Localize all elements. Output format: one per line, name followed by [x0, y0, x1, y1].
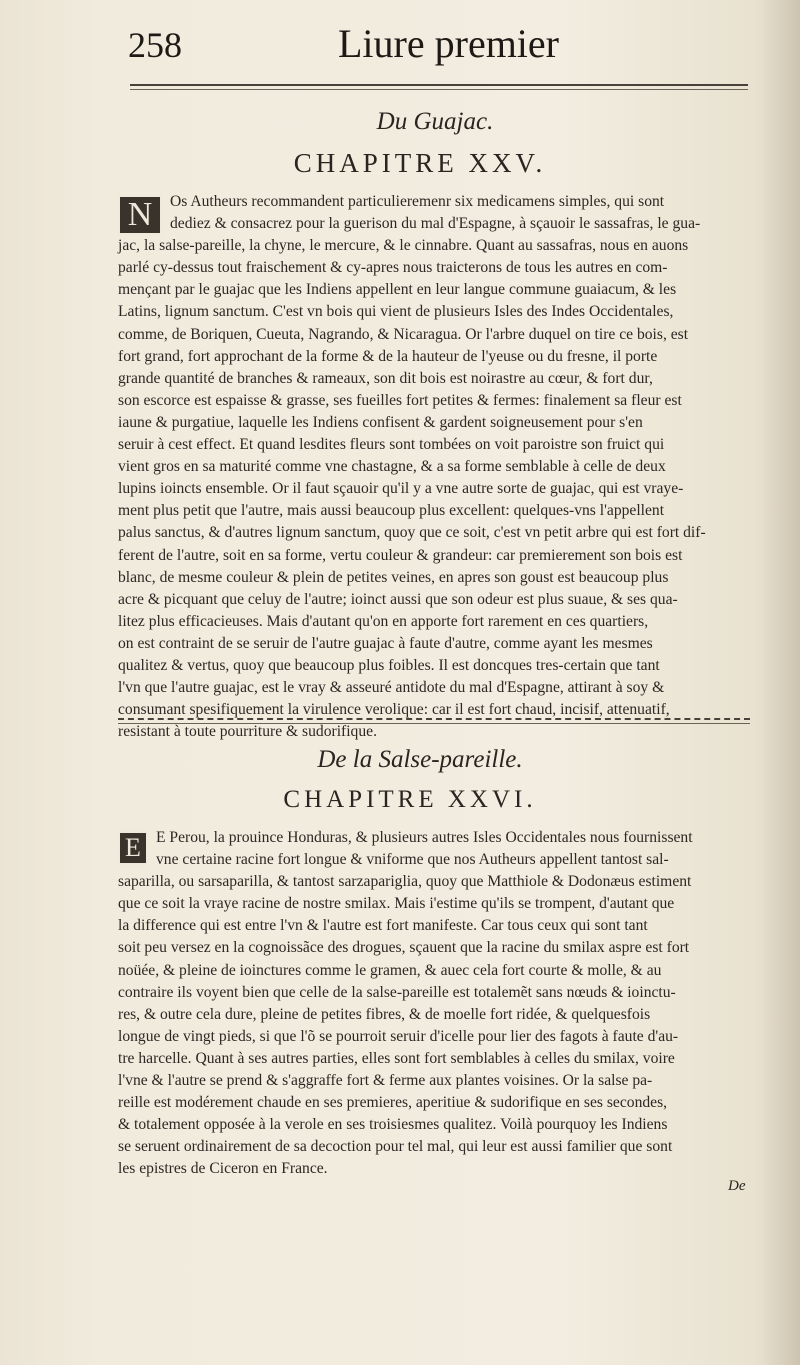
text-line: noüée, & pleine de ioinctures comme le gramen, & auec cela fort courte & molle, & au: [118, 961, 662, 979]
text-line: se seruent ordinairement de sa decoction pour tel mal, qui leur est aussi familier que sont: [118, 1138, 673, 1156]
text-line: son escorce est espaisse & grasse, ses fueilles fort petites & fermes: finalement sa fleur est: [118, 391, 682, 409]
section-title-guajac: Du Guajac.: [376, 108, 494, 135]
text-line: vient gros en sa maturité comme vne chastagne, & a sa forme semblable à celle de deux: [118, 458, 666, 476]
text-line: Latins, lignum sanctum. C'est vn bois qui vient de plusieurs Isles des Indes Occidentales,: [118, 303, 674, 321]
text-line: iaune & purgatiue, laquelle les Indiens confisent & gardent soigneusement pour s'en: [118, 413, 643, 431]
text-line: comme, de Boriquen, Cueuta, Nagrando, & Nicaragua. Or l'arbre duquel on tire ce bois, est: [118, 325, 689, 343]
running-head: Liure premier: [338, 21, 559, 66]
page-number: 258: [128, 25, 182, 65]
drop-cap-initial: N: [118, 195, 162, 235]
text-line: lupins ioincts ensemble. Or il faut sçauoir qu'il y a vne autre sorte de guajac, qui est vraye-: [118, 480, 684, 498]
header-rule: [130, 84, 748, 90]
text-line: acre & picquant que celuy de l'autre; ioinct aussi que son odeur est plus suaue, & ses qua-: [118, 590, 678, 608]
page-edge-shadow: [760, 0, 800, 1365]
text-line: on est contraint de se seruir de l'autre guajac à faute d'autre, comme ayant les mesmes: [118, 634, 653, 652]
chapter-xxv-text: [118, 191, 762, 743]
section-divider-rule: [118, 718, 750, 724]
text-line: saparilla, ou sarsaparilla, & tantost sarzapariglia, quoy que Matthiole & Dodonæus estiment: [118, 873, 692, 891]
chapter-heading-xxvi: CHAPITRE XXVI.: [283, 786, 537, 813]
text-line: E Perou, la prouince Honduras, & plusieurs autres Isles Occidentales nous fournissent: [156, 829, 693, 846]
catchword: De: [728, 1178, 746, 1194]
text-line: l'vn que l'autre guajac, est le vray & asseuré antidote du mal d'Espagne, attirant à soy &: [118, 679, 665, 697]
text-line: fort grand, fort approchant de la forme & de la hauteur de l'yeuse ou du fresne, il porte: [118, 347, 658, 365]
text-line: contraire ils voyent bien que celle de la salse-pareille est totalemẽt sans nœuds & ioinctu-: [118, 983, 676, 1001]
text-line: soit peu versez en la cognoissãce des drogues, sçauent que la racine du smilax aspre est fort: [118, 939, 690, 957]
drop-cap-initial: E: [118, 831, 148, 865]
text-line: ment plus petit que l'autre, mais aussi beaucoup plus excellent: quelques-vns l'appellent: [118, 502, 665, 520]
text-line: consumant spesifiquement la virulence verolique: car il est fort chaud, incisif, attenuatif,: [118, 701, 670, 719]
text-line: litez plus efficacieuses. Mais d'autant qu'on en apporte fort rarement en ces quartiers,: [118, 612, 649, 630]
chapter-xxvi-text: [118, 827, 762, 1181]
text-line: palus sanctus, & d'autres lignum sanctum, quoy que ce soit, c'est vn petit arbre qui est fort dif-: [118, 524, 706, 542]
text-line: qualitez & vertus, quoy que beaucoup plus foibles. Il est doncques tres-certain que tant: [118, 656, 660, 674]
text-line: vne certaine racine fort longue & vniforme que nos Autheurs appellent tantost sal-: [156, 851, 669, 869]
text-line: la difference qui est entre l'vn & l'autre est fort manifeste. Car tous ceux qui sont tant: [118, 917, 648, 935]
page-header: [0, 14, 800, 74]
text-line: jac, la salse-pareille, la chyne, le mercure, & le cinnabre. Quant au sassafras, nous en auons: [118, 237, 689, 255]
text-line: mençant par le guajac que les Indiens appellent en leur langue commune guaiacum, & les: [118, 281, 677, 299]
text-line: seruir à cest effect. Et quand lesdites fleurs sont tombées on voit paroistre son fruict qui: [118, 436, 665, 454]
text-line: longue de vingt pieds, si que l'õ se pourroit seruir d'icelle pour lier des fagots à faute d'au-: [118, 1027, 679, 1045]
text-line: dediez & consacrez pour la guerison du mal d'Espagne, à sçauoir le sassafras, le gua-: [170, 215, 701, 233]
text-line: les epistres de Ciceron en France.: [118, 1160, 328, 1178]
text-line: & totalement opposée à la verole en ses troisiesmes qualitez. Voilà pourquoy les Indiens: [118, 1116, 668, 1134]
text-line: parlé cy-dessus tout fraischement & cy-apres nous traicterons de tous les autres en com-: [118, 259, 668, 277]
text-line: blanc, de mesme couleur & plein de petites veines, en apres son goust est beaucoup plus: [118, 568, 669, 586]
text-line: grande quantité de branches & rameaux, son dit bois est noirastre au cœur, & fort dur,: [118, 369, 653, 387]
text-line: l'vne & l'autre se prend & s'aggraffe fort & ferme aux plantes voisines. Or la salse pa-: [118, 1072, 653, 1090]
text-line: tre harcelle. Quant à ses autres parties, elles sont fort semblables à celles du smilax, voire: [118, 1049, 675, 1067]
text-line: que ce soit la vraye racine de nostre smilax. Mais i'estime qu'ils se trompent, d'autant que: [118, 895, 675, 913]
text-line: Os Autheurs recommandent particulieremenr six medicamens simples, qui sont: [170, 193, 665, 210]
text-line: resistant à toute pourriture & sudorifique.: [118, 723, 377, 741]
text-line: reille est modérement chaude en ses premieres, aperitiue & sudorifique en ses secondes,: [118, 1094, 668, 1112]
text-line: res, & outre cela dure, pleine de petites fibres, & de moelle fort ridée, & quelquesfois: [118, 1005, 651, 1023]
chapter-heading-xxv: CHAPITRE XXV.: [293, 148, 547, 178]
section-title-salse-pareille: De la Salse-pareille.: [317, 746, 523, 773]
text-line: ferent de l'autre, soit en sa forme, vertu couleur & grandeur: car premierement son bois est: [118, 546, 683, 564]
